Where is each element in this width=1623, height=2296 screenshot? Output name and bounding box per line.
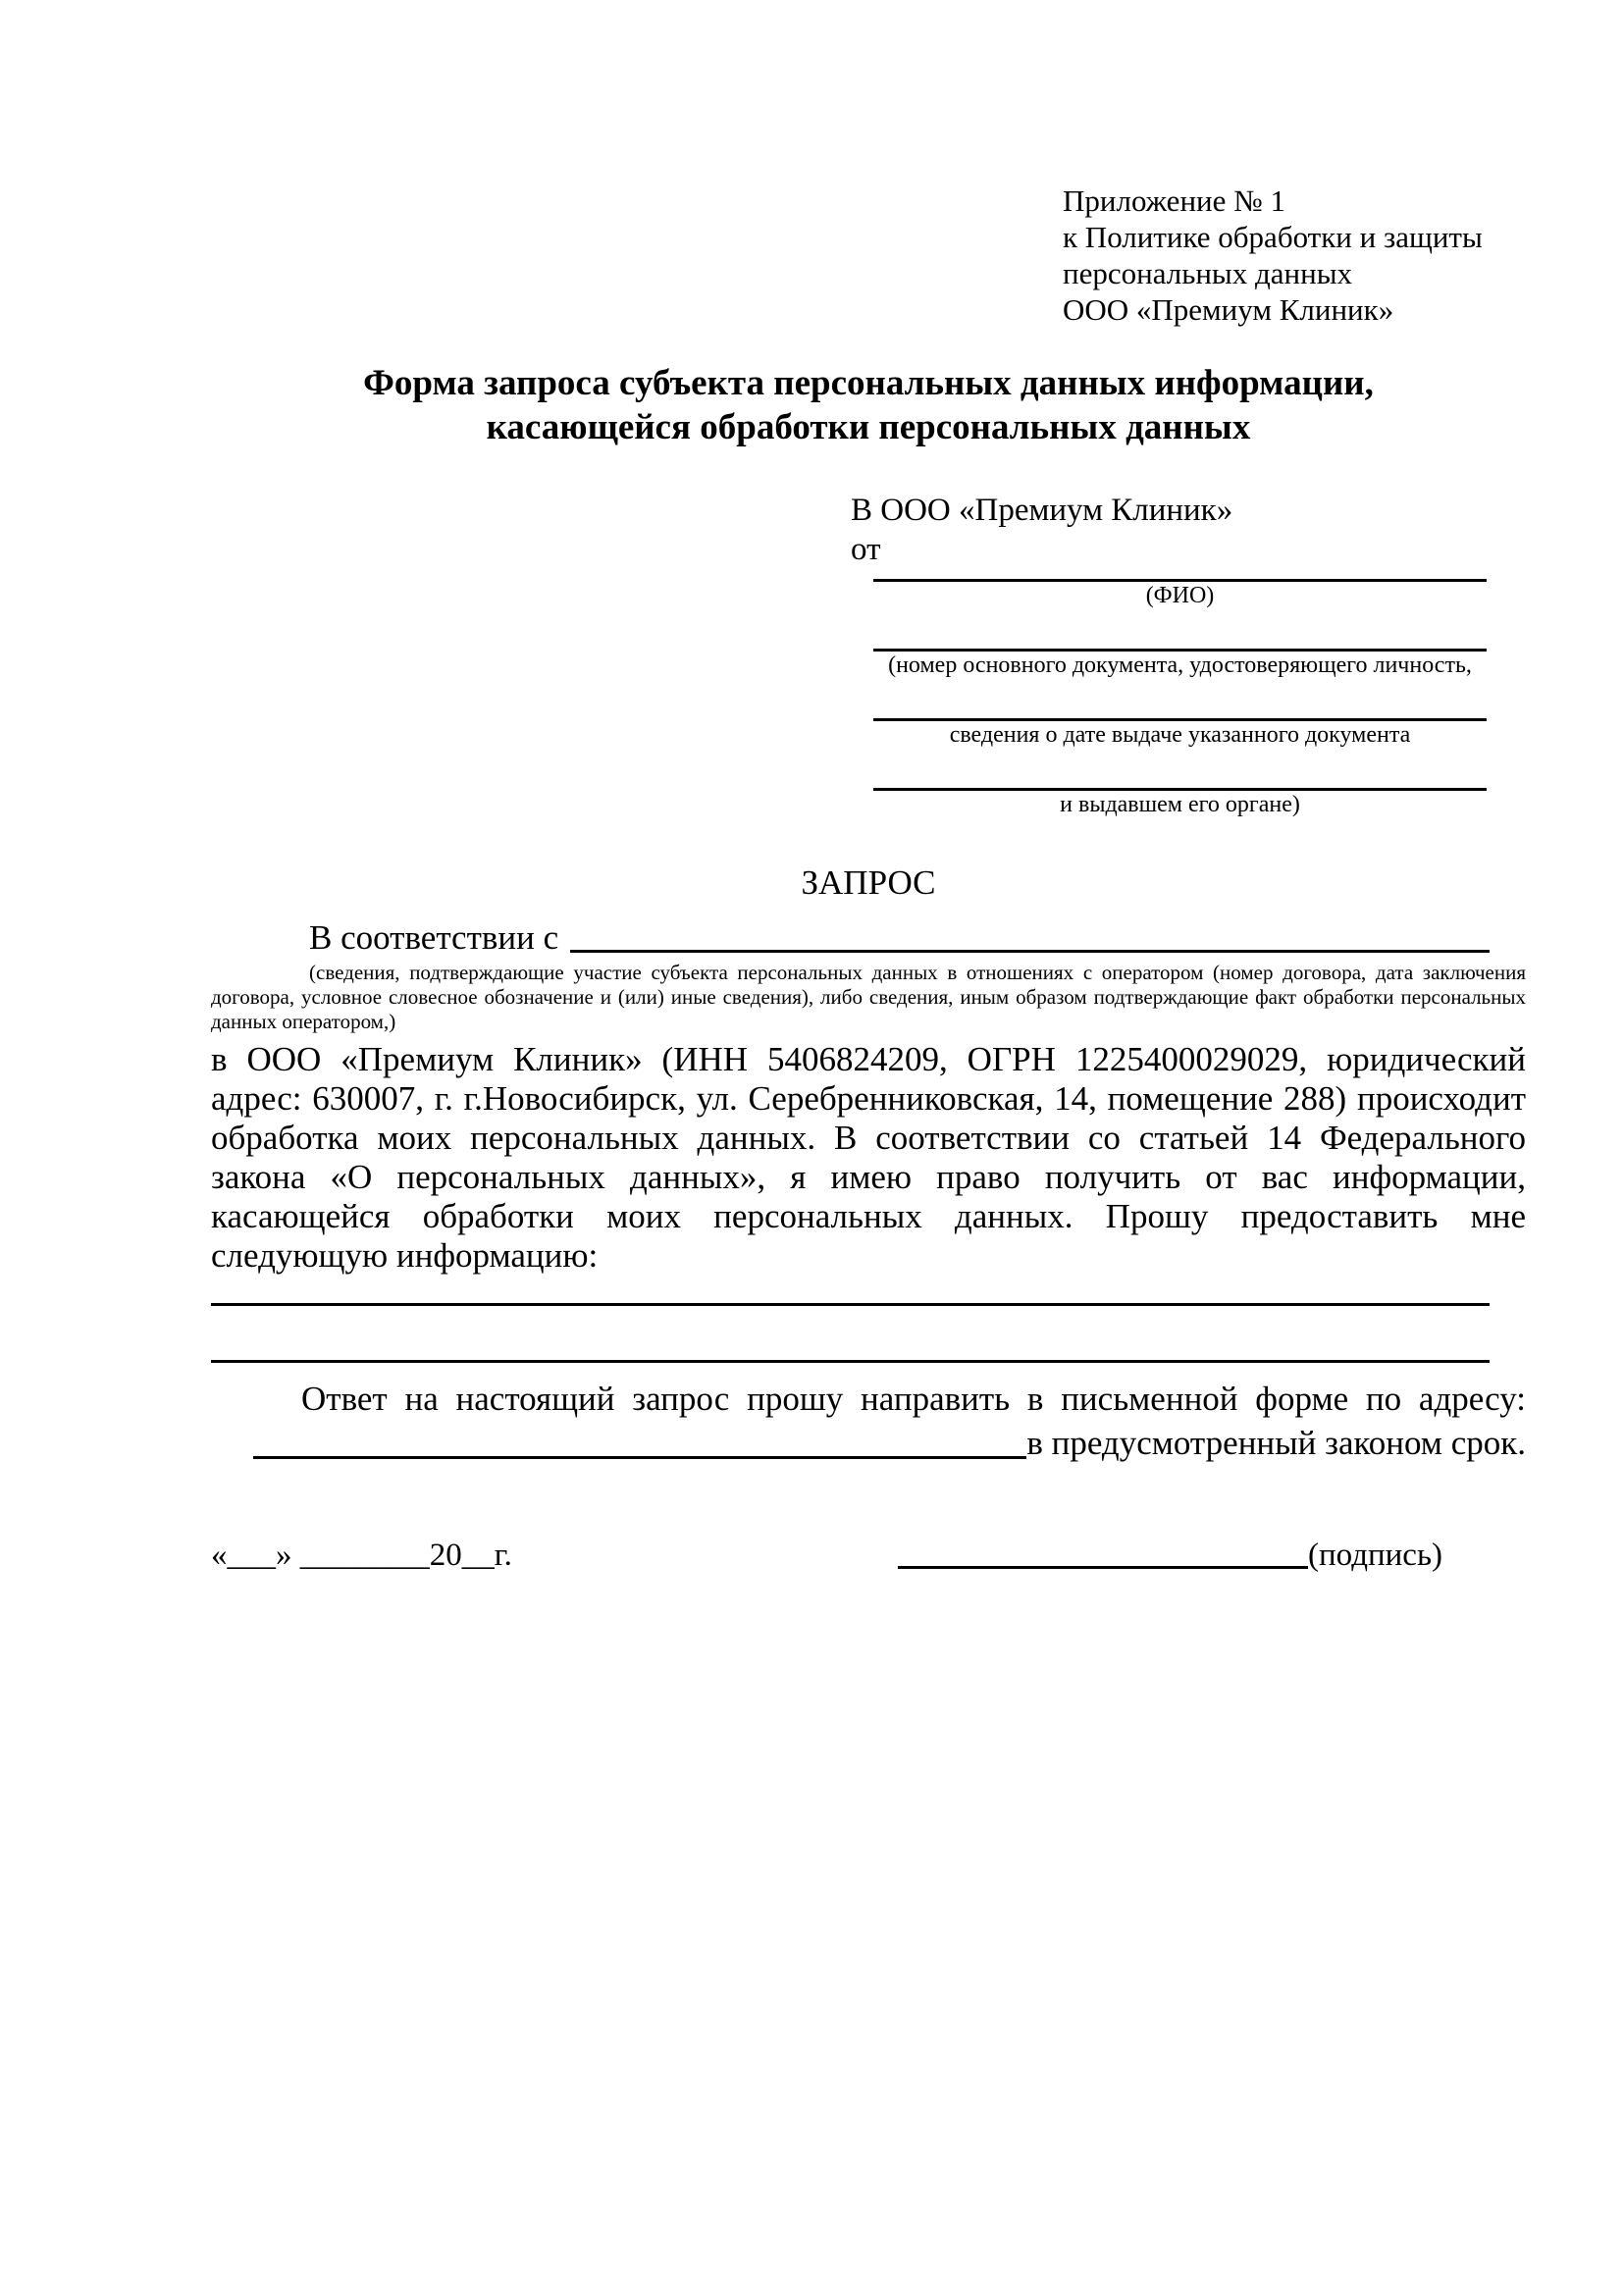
document-number-caption: (номер основного документа, удостоверяющего личность,	[888, 652, 1472, 678]
explanatory-note: (сведения, подтверждающие участие субъекта персональных данных в отношениях с оператором (номер договора, дата заключения договора, условное словесное обозначение и (или) иные сведения), либо сведения, иным образом подтверждающие факт обработки персональных данных оператором,)	[211, 961, 1526, 1033]
date-blank: «___» ________20__г.	[211, 1538, 512, 1573]
addressee-fields	[873, 569, 1487, 818]
document-title-line2: касающейся обработки персональных данных	[486, 407, 1251, 447]
reply-address-row	[211, 1421, 1526, 1465]
appendix-note	[1063, 183, 1526, 328]
appendix-note-line: Приложение № 1	[1063, 183, 1285, 218]
document-title	[211, 361, 1526, 449]
appendix-note-line: ООО «Премиум Клиник»	[1063, 292, 1394, 327]
issuing-authority-caption: и выдавшем его органе)	[1060, 792, 1300, 817]
information-blank-line-2	[211, 1306, 1490, 1363]
address-blank-line	[253, 1456, 1026, 1459]
reply-tail-text: в предусмотренный законом срок.	[1026, 1424, 1526, 1462]
addressee-block	[211, 491, 1526, 818]
fio-caption: (ФИО)	[1145, 583, 1215, 608]
lead-blank-line	[570, 950, 1490, 953]
signature-row	[211, 1536, 1526, 1575]
request-body: в ООО «Премиум Клиник» (ИНН 5406824209, ОГРН 1225400029029, юридический адрес: 630007, г. г.Новосибирск, ул. Серебренниковская, 14, помещение 288) происходит обработка моих персональных данных. В соответствии со статьей 14 Федерального закона «О персональных данных», я имею право получить от вас информации, касающейся обработки моих персональных данных. Прошу предоставить мне следующую информацию:	[211, 1040, 1526, 1275]
issue-date-blank-line	[873, 679, 1487, 721]
addressee-to: В ООО «Премиум Клиник»	[851, 493, 1233, 528]
addressee-from-label: от	[851, 532, 881, 567]
information-blank-line-1	[211, 1276, 1490, 1306]
signature-caption: (подпись)	[1308, 1538, 1442, 1573]
signature-blank-line	[898, 1566, 1308, 1569]
issuing-authority-blank-line	[873, 749, 1487, 791]
reply-instruction: Ответ на настоящий запрос прошу направить в письменной форме по адресу:	[301, 1380, 1526, 1418]
lead-text: В соответствии с	[309, 918, 559, 957]
request-heading: ЗАПРОС	[801, 863, 936, 902]
fio-blank-line	[873, 569, 1487, 582]
document-content	[211, 183, 1526, 1575]
appendix-note-line: к Политике обработки и защиты	[1063, 220, 1483, 254]
signature-area	[898, 1536, 1442, 1575]
document-number-blank-line	[873, 609, 1487, 652]
lead-row	[211, 917, 1526, 959]
document-title-line1: Форма запроса субъекта персональных данных информации,	[363, 363, 1374, 403]
issue-date-caption: сведения о дате выдаче указанного документа	[949, 722, 1411, 748]
appendix-note-line: персональных данных	[1063, 256, 1353, 290]
